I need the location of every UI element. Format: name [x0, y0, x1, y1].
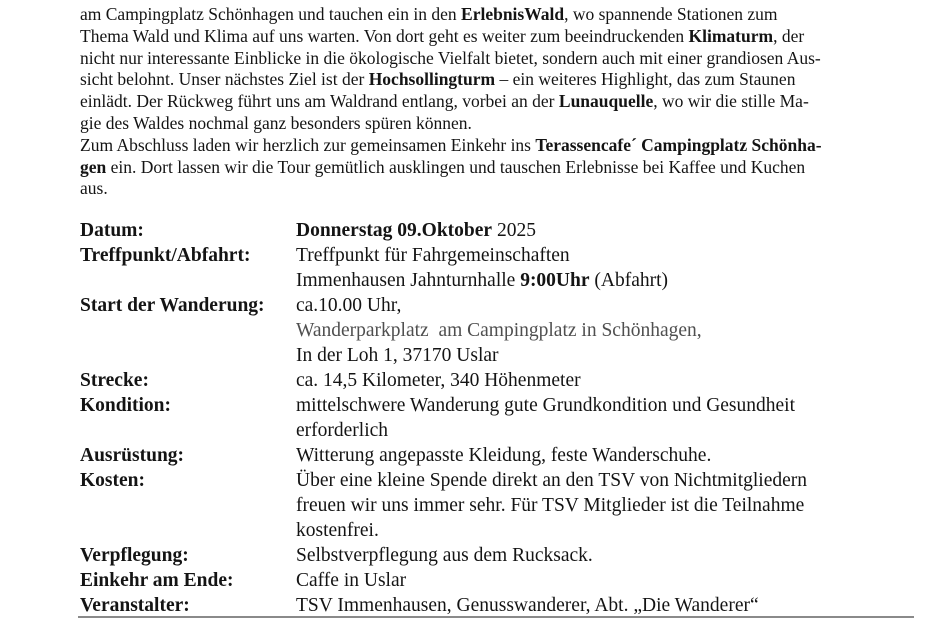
detail-row: [80, 518, 916, 543]
detail-value: [296, 568, 406, 593]
text-segment: Über eine kleine Spende direkt an den TSV von Nichtmitgliedern: [296, 470, 808, 492]
detail-value: [296, 443, 711, 468]
detail-value: [296, 343, 499, 368]
detail-value: [296, 493, 804, 518]
intro-line: [80, 48, 916, 70]
text-segment: Treffpunkt für Fahrgemeinschaften: [296, 245, 570, 267]
text-segment: ErlebnisWald: [461, 4, 565, 24]
intro-line: [80, 135, 916, 157]
text-segment: – ein weiteres Highlight, das zum Staunen: [495, 69, 796, 90]
text-segment: , wo spannende Stationen zum: [564, 4, 778, 24]
text-segment: Caffe in Uslar: [296, 570, 407, 592]
detail-label: Datum:: [80, 220, 144, 242]
detail-label: [80, 268, 296, 293]
intro-line: [80, 113, 916, 135]
detail-row: [80, 368, 916, 393]
text-segment: aus.: [80, 178, 108, 199]
detail-label: Kondition:: [80, 395, 172, 417]
text-segment: 9:00Uhr: [520, 270, 590, 292]
text-segment: Hochsollingturm: [368, 69, 496, 90]
text-segment: Witterung angepasste Kleidung, feste Wanderschuhe.: [296, 445, 712, 467]
text-segment: (Abfahrt): [589, 270, 669, 292]
text-segment: am Campingplatz Schönhagen und tauchen ein in den: [80, 4, 462, 24]
text-segment: , wo wir die stille Ma-: [653, 91, 809, 112]
detail-label: Strecke:: [80, 370, 149, 392]
detail-row: [80, 493, 916, 518]
detail-value: [296, 243, 570, 268]
details-table: [80, 218, 916, 618]
text-segment: ca. 14,5 Kilometer, 340 Höhenmeter: [296, 370, 581, 392]
text-segment: In der Loh 1, 37170 Uslar: [296, 345, 499, 367]
intro-line: [80, 157, 916, 179]
detail-value: [296, 268, 668, 293]
detail-row: [80, 293, 916, 318]
intro-line: [80, 69, 916, 91]
text-segment: Donnerstag 09.Oktober: [296, 220, 493, 242]
text-segment: Zum Abschluss laden wir herzlich zur gemeinsamen Einkehr ins: [80, 134, 536, 155]
detail-row: [80, 268, 916, 293]
text-segment: 2025: [492, 220, 536, 242]
detail-value: [296, 368, 581, 393]
text-segment: TSV Immenhausen, Genusswanderer, Abt. „Die Wanderer“: [296, 595, 759, 617]
detail-label: Treffpunkt/Abfahrt:: [80, 245, 251, 267]
text-segment: gen: [80, 156, 107, 177]
detail-label: [80, 493, 296, 518]
text-segment: sicht belohnt. Unser nächstes Ziel ist der: [80, 69, 369, 90]
detail-row: [80, 218, 916, 243]
detail-value: [296, 468, 807, 493]
detail-row: [80, 343, 916, 368]
detail-value: [296, 318, 702, 343]
text-segment: Selbstverpflegung aus dem Rucksack.: [296, 545, 593, 567]
detail-row: [80, 318, 916, 343]
detail-row: [80, 543, 916, 568]
detail-value: [296, 543, 593, 568]
detail-label: [80, 318, 296, 343]
detail-label: Veranstalter:: [80, 595, 190, 617]
detail-value: [296, 393, 795, 418]
detail-row: [80, 593, 916, 618]
text-segment: ein. Dort lassen wir die Tour gemütlich ausklingen und tauschen Erlebnisse bei Kaffee und Kuchen: [106, 156, 806, 177]
text-segment: Wanderparkplatz am Campingplatz in Schönhagen,: [296, 320, 702, 342]
detail-label: Kosten:: [80, 470, 145, 492]
text-segment: erforderlich: [296, 420, 389, 442]
detail-label: Verpflegung:: [80, 545, 189, 567]
page-bottom-rule: [78, 616, 914, 618]
detail-value: [296, 518, 379, 543]
detail-label: Einkehr am Ende:: [80, 570, 234, 592]
text-segment: gie des Waldes nochmal ganz besonders spüren können.: [80, 112, 472, 133]
text-segment: , der: [773, 25, 805, 46]
detail-row: [80, 568, 916, 593]
text-segment: einlädt. Der Rückweg führt uns am Waldrand entlang, vorbei an der: [80, 91, 559, 112]
detail-row: [80, 468, 916, 493]
intro-line: [80, 91, 916, 113]
detail-label: [80, 418, 296, 443]
detail-value: [296, 593, 759, 618]
text-segment: kostenfrei.: [296, 520, 379, 542]
text-segment: Terassencafe´ Campingplatz Schönha-: [535, 134, 822, 155]
text-segment: Lunauquelle: [558, 91, 654, 112]
text-segment: Immenhausen Jahnturnhalle: [296, 270, 521, 292]
intro-paragraph: [80, 4, 916, 200]
detail-label: Start der Wanderung:: [80, 295, 265, 317]
text-segment: freuen wir uns immer sehr. Für TSV Mitglieder ist die Teilnahme: [296, 495, 805, 517]
detail-label: [80, 343, 296, 368]
detail-value: [296, 293, 401, 318]
text-segment: Klimaturm: [688, 25, 774, 46]
text-segment: ca.10.00 Uhr,: [296, 295, 402, 317]
detail-row: [80, 443, 916, 468]
detail-row: [80, 393, 916, 418]
intro-line: [80, 178, 916, 200]
intro-line: [80, 4, 916, 26]
detail-label: Ausrüstung:: [80, 445, 185, 467]
text-segment: nicht nur interessante Einblicke in die ökologische Vielfalt bietet, sondern auch mit einer grandiosen Aus-: [80, 47, 821, 68]
detail-label: [80, 518, 296, 543]
detail-value: [296, 218, 536, 243]
intro-line: [80, 26, 916, 48]
detail-row: [80, 418, 916, 443]
detail-value: [296, 418, 388, 443]
text-segment: Thema Wald und Klima auf uns warten. Von dort geht es weiter zum beeindruckenden: [80, 25, 689, 46]
text-segment: mittelschwere Wanderung gute Grundkondition und Gesundheit: [296, 395, 796, 417]
detail-row: [80, 243, 916, 268]
